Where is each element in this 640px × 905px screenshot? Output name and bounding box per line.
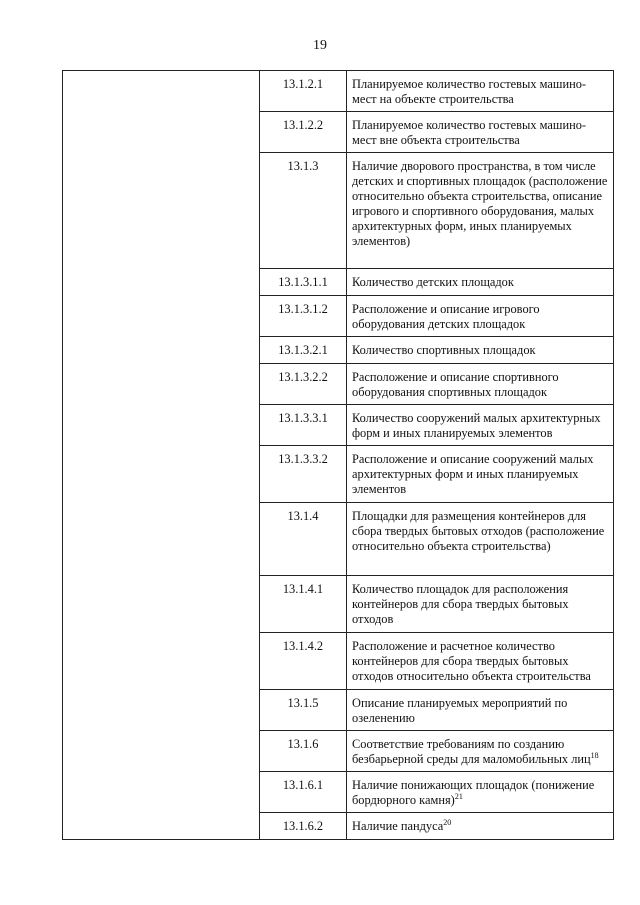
row-code: 13.1.3.3.2 [260, 446, 347, 503]
page-number: 19 [313, 38, 327, 53]
row-code: 13.1.4.1 [260, 576, 347, 633]
row-text: Количество спортивных площадок [347, 337, 614, 364]
row-text: Количество детских площадок [347, 269, 614, 296]
row-code: 13.1.5 [260, 690, 347, 731]
footnote-ref: 18 [590, 750, 599, 760]
row-code: 13.1.3.3.1 [260, 405, 347, 446]
footnote-ref: 21 [454, 791, 463, 801]
row-text: Наличие дворового пространства, в том числе детских и спортивных площадок (расположение относительно объекта строительства, описание игрового и спортивного оборудования, малых архитектурных форм, иных планируемых элементов) [347, 153, 614, 269]
row-code: 13.1.6.2 [260, 813, 347, 840]
row-text: Планируемое количество гостевых машино-мест на объекте строительства [347, 71, 614, 112]
row-text: Расположение и описание игрового оборудования детских площадок [347, 296, 614, 337]
row-text: Наличие понижающих площадок (понижение бордюрного камня)$^{21}$ [347, 772, 614, 813]
row-code: 13.1.3.2.1 [260, 337, 347, 364]
row-code: 13.1.3 [260, 153, 347, 269]
table-body [63, 71, 614, 840]
row-text: Описание планируемых мероприятий по озеленению [347, 690, 614, 731]
empty-left-column [63, 71, 260, 840]
footnote-ref: 20 [443, 817, 452, 827]
row-text: Количество сооружений малых архитектурных форм и иных планируемых элементов [347, 405, 614, 446]
row-text: Расположение и описание спортивного оборудования спортивных площадок [347, 364, 614, 405]
row-code: 13.1.6 [260, 731, 347, 772]
row-text: Планируемое количество гостевых машино-мест вне объекта строительства [347, 112, 614, 153]
row-code: 13.1.3.2.2 [260, 364, 347, 405]
requirements-table [62, 70, 614, 840]
table-row [63, 71, 614, 112]
row-text: Расположение и описание сооружений малых архитектурных форм и иных планируемых элементов [347, 446, 614, 503]
row-text: Расположение и расчетное количество контейнеров для сбора твердых бытовых отходов относительно объекта строительства [347, 633, 614, 690]
row-text: Площадки для размещения контейнеров для сбора твердых бытовых отходов (расположение относительно объекта строительства) [347, 503, 614, 576]
row-code: 13.1.2.2 [260, 112, 347, 153]
row-code: 13.1.4.2 [260, 633, 347, 690]
row-code: 13.1.3.1.2 [260, 296, 347, 337]
row-code: 13.1.4 [260, 503, 347, 576]
row-text: Наличие пандуса$^{20}$ [347, 813, 614, 840]
row-text: Соответствие требованиям по созданию безбарьерной среды для маломобильных лиц$^{18}$ [347, 731, 614, 772]
row-code: 13.1.6.1 [260, 772, 347, 813]
row-text: Количество площадок для расположения контейнеров для сбора твердых бытовых отходов [347, 576, 614, 633]
row-code: 13.1.3.1.1 [260, 269, 347, 296]
row-code: 13.1.2.1 [260, 71, 347, 112]
